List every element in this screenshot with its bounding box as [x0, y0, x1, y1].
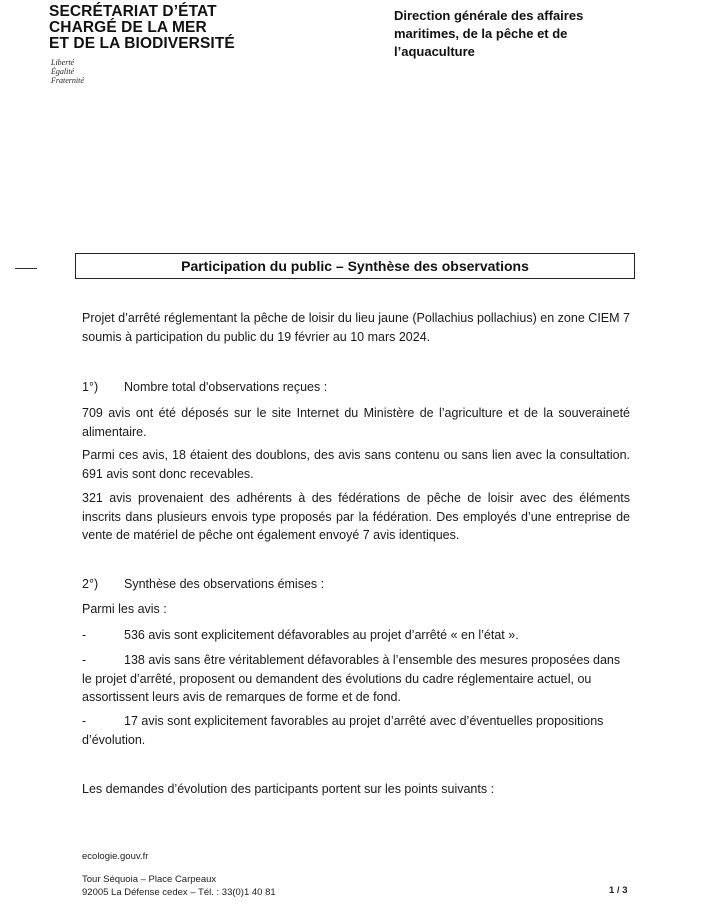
footer-address-line-2: 92005 La Défense cedex – Tél. : 33(0)1 40 81 [82, 887, 276, 898]
margin-dash [15, 268, 37, 269]
section-2-title: Synthèse des observations émises : [124, 577, 325, 591]
bullet-text-3: 17 avis sont explicitement favorables au projet d’arrêté avec d’éventuelles propositions d’évolution. [82, 714, 604, 747]
ministry-line-2: CHARGÉ DE LA MER [49, 19, 207, 36]
direction-name [394, 7, 583, 61]
motto-fraternite: Fraternité [51, 76, 84, 85]
ministry-name [49, 4, 235, 52]
footer-address-line-1: Tour Séquoia – Place Carpeaux [82, 874, 217, 885]
section-1-paragraph-1: 709 avis ont été déposés sur le site Internet du Ministère de l’agriculture et de la souveraineté alimentaire. [82, 406, 630, 439]
ministry-line-1: SECRÉTARIAT D’ÉTAT [49, 3, 217, 20]
section-1-paragraph-3: 321 avis provenaient des adhérents à des fédérations de pêche de loisir avec des éléments inscrits dans plusieurs envois type proposés par la fédération. Des employés d’une entreprise de vente de matériel de pêche ont également envoyé 7 avis identiques. [82, 491, 630, 542]
list-item [82, 626, 630, 645]
section-2-heading [82, 575, 324, 594]
list-item [82, 651, 630, 707]
direction-line-3: l’aquaculture [394, 44, 475, 59]
bullet-dash: - [82, 714, 87, 728]
footer-website: ecologie.gouv.fr [82, 851, 149, 862]
list-item [82, 712, 630, 749]
bullet-text-1: 536 avis sont explicitement défavorables au projet d’arrêté « en l’état ». [124, 628, 519, 642]
section-1-paragraph-2: Parmi ces avis, 18 étaient des doublons, des avis sans contenu ou sans lien avec la consultation. 691 avis sont donc recevables. [82, 448, 630, 481]
footer-address [82, 873, 276, 899]
direction-line-2: maritimes, de la pêche et de [394, 26, 568, 41]
bullet-dash: - [82, 653, 87, 667]
page-number: 1 / 3 [609, 885, 628, 896]
closing-paragraph: Les demandes d’évolution des participants portent sur les points suivants : [82, 782, 495, 796]
section-2-number: 2°) [82, 577, 99, 591]
motto-egalite: Égalité [51, 67, 75, 76]
document-title: Participation du public – Synthèse des observations [181, 258, 529, 274]
bullet-dash: - [82, 628, 87, 642]
bullet-text-2: 138 avis sans être véritablement défavorables à l’ensemble des mesures proposées dans le projet d’arrêté, proposent ou demandent des évolutions du cadre réglementaire actuel, ou assortissent leurs avis de remarques de forme et de fond. [82, 653, 621, 704]
republic-motto [51, 58, 84, 85]
section-1-heading [82, 378, 327, 397]
motto-liberte: Liberté [51, 58, 75, 67]
ministry-line-3: ET DE LA BIODIVERSITÉ [49, 35, 235, 52]
intro-paragraph: Projet d’arrêté réglementant la pêche de loisir du lieu jaune (Pollachius pollachius) en zone CIEM 7 soumis à participation du public du 19 février au 10 mars 2024. [82, 311, 630, 344]
document-title-box [75, 253, 635, 279]
direction-line-1: Direction générale des affaires [394, 8, 584, 23]
section-1-title: Nombre total d'observations reçues : [124, 380, 328, 394]
section-2-lead: Parmi les avis : [82, 602, 167, 616]
section-1-number: 1°) [82, 380, 99, 394]
